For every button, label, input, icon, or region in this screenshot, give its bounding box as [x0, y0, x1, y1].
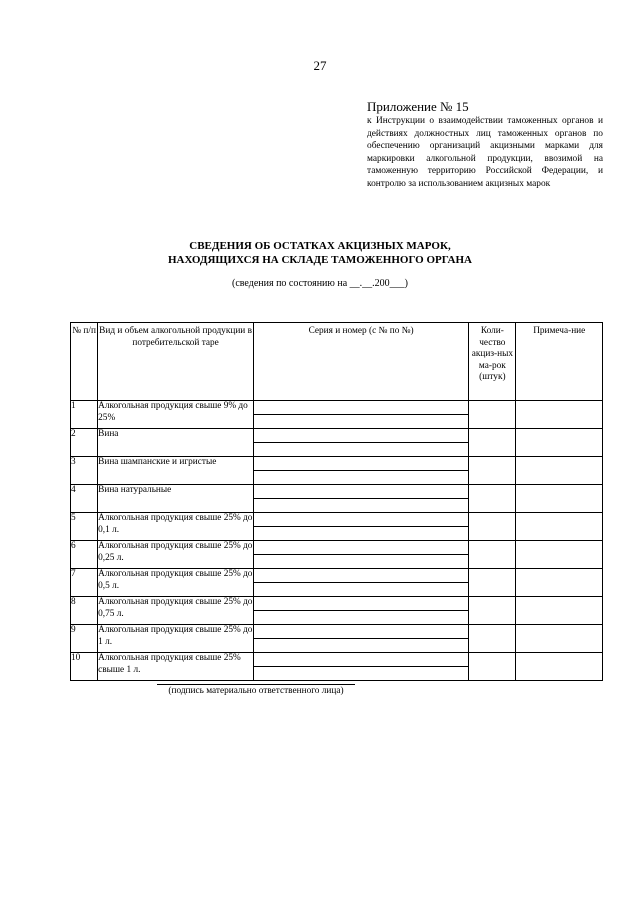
- serial-entry-line: [254, 611, 468, 625]
- serial-entry-line: [254, 569, 468, 583]
- row-product-name: Алкогольная продукция свыше 9% до 25%: [98, 401, 254, 429]
- table-row: [71, 429, 603, 457]
- row-serial-cell: [254, 401, 469, 429]
- row-serial-cell: [254, 653, 469, 681]
- header-product: Вид и объем алкогольной продукции в потребительской таре: [98, 323, 254, 401]
- row-number: 10: [71, 653, 98, 681]
- excise-stamps-table: [70, 322, 603, 681]
- row-number: 4: [71, 485, 98, 513]
- row-number: 5: [71, 513, 98, 541]
- row-note-cell: [516, 485, 603, 513]
- table-row: [71, 569, 603, 597]
- row-product-name: Алкогольная продукция свыше 25% до 0,1 л.: [98, 513, 254, 541]
- row-quantity-cell: [469, 485, 516, 513]
- header-serial: Серия и номер (с № по №): [254, 323, 469, 401]
- row-number: 9: [71, 625, 98, 653]
- row-quantity-cell: [469, 513, 516, 541]
- row-note-cell: [516, 597, 603, 625]
- row-note-cell: [516, 625, 603, 653]
- row-number: 2: [71, 429, 98, 457]
- serial-entry-line: [254, 457, 468, 471]
- signature-caption: (подпись материально ответственного лица): [168, 686, 344, 696]
- serial-entry-line: [254, 513, 468, 527]
- document-title-line-2: НАХОДЯЩИХСЯ НА СКЛАДЕ ТАМОЖЕННОГО ОРГАНА: [168, 254, 472, 266]
- signature-line: [157, 684, 355, 685]
- serial-entry-line: [254, 667, 468, 681]
- serial-entry-line: [254, 499, 468, 513]
- row-quantity-cell: [469, 541, 516, 569]
- serial-entry-line: [254, 527, 468, 541]
- row-product-name: Вина: [98, 429, 254, 457]
- row-note-cell: [516, 429, 603, 457]
- serial-entry-line: [254, 415, 468, 429]
- row-number: 8: [71, 597, 98, 625]
- row-note-cell: [516, 457, 603, 485]
- table-row: [71, 653, 603, 681]
- row-serial-cell: [254, 569, 469, 597]
- row-serial-cell: [254, 597, 469, 625]
- header-num: № п/п: [71, 323, 98, 401]
- document-title-line-1: СВЕДЕНИЯ ОБ ОСТАТКАХ АКЦИЗНЫХ МАРОК,: [189, 240, 451, 252]
- serial-entry-line: [254, 555, 468, 569]
- annex-subtitle: к Инструкции о взаимодействии таможенных органов и действиях должностных лиц таможенных органов по обеспечению организаций акцизными марками для маркировки алкогольной продукции, ввозимой на таможенную территорию Российской Федерации, и контролю за использованием акцизных марок: [367, 116, 603, 189]
- row-product-name: Алкогольная продукция свыше 25% до 0,25 л.: [98, 541, 254, 569]
- row-product-name: Вина натуральные: [98, 485, 254, 513]
- row-quantity-cell: [469, 653, 516, 681]
- serial-entry-line: [254, 471, 468, 485]
- row-quantity-cell: [469, 597, 516, 625]
- header-quantity: Коли-чество акциз-ных ма-рок (штук): [469, 323, 516, 401]
- row-quantity-cell: [469, 569, 516, 597]
- serial-entry-line: [254, 625, 468, 639]
- table-row: [71, 541, 603, 569]
- row-serial-cell: [254, 625, 469, 653]
- row-quantity-cell: [469, 401, 516, 429]
- row-product-name: Вина шампанские и игристые: [98, 457, 254, 485]
- row-serial-cell: [254, 457, 469, 485]
- row-quantity-cell: [469, 457, 516, 485]
- status-date-line: (сведения по состоянию на __.__.200___): [232, 278, 408, 289]
- table-row: [71, 401, 603, 429]
- page-number: 27: [313, 58, 327, 73]
- row-note-cell: [516, 401, 603, 429]
- header-note: Примеча-ние: [516, 323, 603, 401]
- row-number: 7: [71, 569, 98, 597]
- row-number: 3: [71, 457, 98, 485]
- serial-entry-line: [254, 583, 468, 597]
- serial-entry-line: [254, 541, 468, 555]
- row-product-name: Алкогольная продукция свыше 25% до 0,5 л.: [98, 569, 254, 597]
- row-number: 6: [71, 541, 98, 569]
- table-row: [71, 485, 603, 513]
- row-product-name: Алкогольная продукция свыше 25% до 1 л.: [98, 625, 254, 653]
- row-note-cell: [516, 569, 603, 597]
- serial-entry-line: [254, 429, 468, 443]
- row-note-cell: [516, 541, 603, 569]
- table-row: [71, 513, 603, 541]
- serial-entry-line: [254, 443, 468, 457]
- row-note-cell: [516, 513, 603, 541]
- serial-entry-line: [254, 485, 468, 499]
- row-product-name: Алкогольная продукция свыше 25% свыше 1 л.: [98, 653, 254, 681]
- serial-entry-line: [254, 639, 468, 653]
- serial-entry-line: [254, 597, 468, 611]
- row-serial-cell: [254, 541, 469, 569]
- table-row: [71, 457, 603, 485]
- row-serial-cell: [254, 485, 469, 513]
- row-quantity-cell: [469, 625, 516, 653]
- serial-entry-line: [254, 653, 468, 667]
- row-serial-cell: [254, 513, 469, 541]
- row-quantity-cell: [469, 429, 516, 457]
- row-serial-cell: [254, 429, 469, 457]
- table-row: [71, 597, 603, 625]
- table-row: [71, 625, 603, 653]
- document-title: [0, 239, 640, 267]
- row-number: 1: [71, 401, 98, 429]
- row-product-name: Алкогольная продукция свыше 25% до 0,75 л.: [98, 597, 254, 625]
- row-note-cell: [516, 653, 603, 681]
- serial-entry-line: [254, 401, 468, 415]
- annex-title: Приложение № 15: [367, 99, 469, 114]
- table-header-row: [71, 323, 603, 401]
- table-body: [71, 401, 603, 681]
